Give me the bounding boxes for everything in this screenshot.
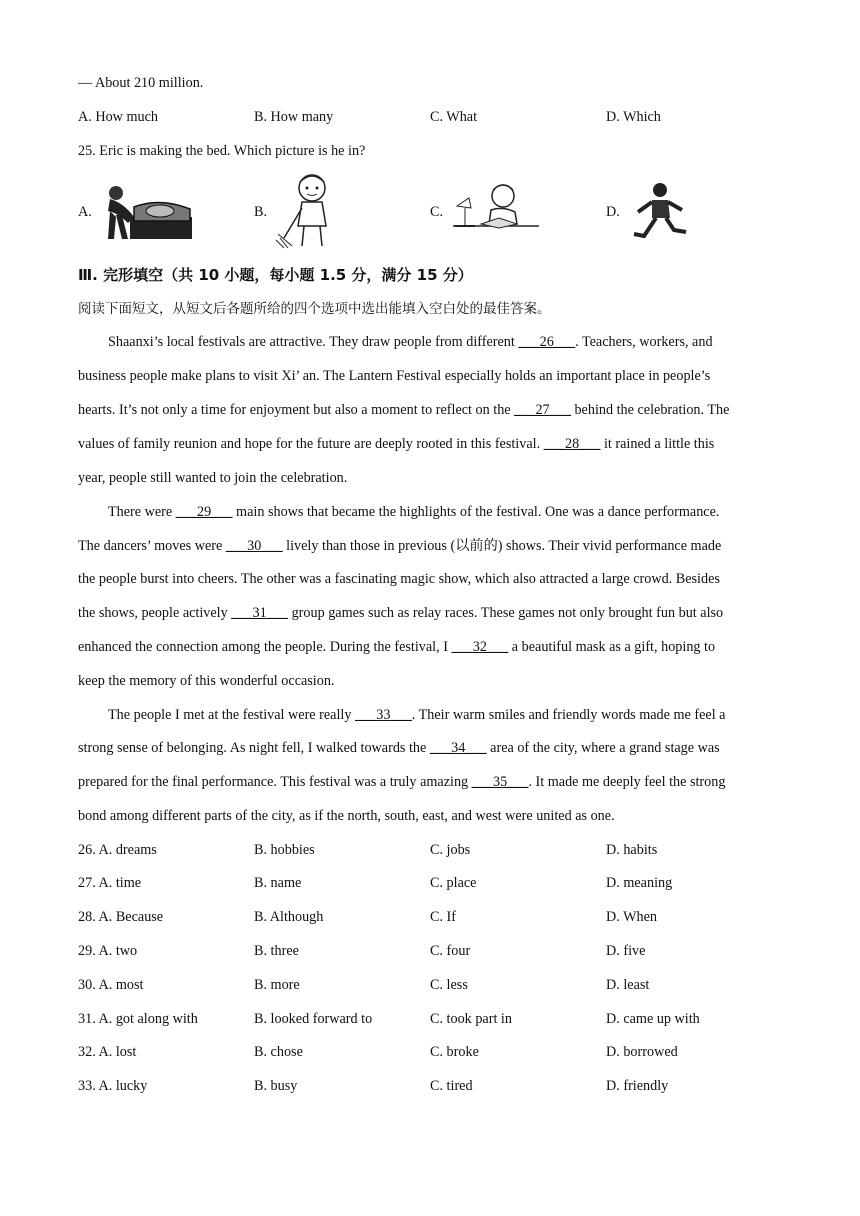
passage-line: values of family reunion and hope for the future are deeply rooted in this festival. ___28___ it rained a little this — [78, 436, 715, 452]
option-c[interactable]: C. place — [430, 875, 477, 891]
option-a[interactable]: 33. A. lucky — [78, 1078, 148, 1094]
option-row-24 — [78, 107, 778, 127]
option-a[interactable]: 26. A. dreams — [78, 842, 157, 858]
option-c[interactable]: C. What — [430, 109, 478, 125]
option-a[interactable]: 27. A. time — [78, 875, 142, 891]
option-c[interactable]: C. less — [430, 977, 468, 993]
option-b[interactable]: B. name — [254, 875, 302, 891]
option-d[interactable]: D. borrowed — [606, 1044, 678, 1060]
passage-line: hearts. It’s not only a time for enjoyment but also a moment to reflect on the ___27___ behind the celebration. The — [78, 402, 730, 418]
blank-35[interactable]: ___35___ — [471, 774, 529, 790]
passage-line: the people burst into cheers. The other was a fascinating magic show, which also attracted a large crowd. Besides — [78, 571, 720, 587]
option-b[interactable]: B. looked forward to — [254, 1011, 373, 1027]
picture-c-studying-icon[interactable] — [451, 178, 541, 244]
option-b[interactable]: B. three — [254, 943, 299, 959]
option-b[interactable]: B. chose — [254, 1044, 303, 1060]
picture-b-sweeping-icon[interactable] — [274, 168, 350, 252]
option-b[interactable]: B. Although — [254, 909, 324, 925]
option-a[interactable]: 28. A. Because — [78, 909, 164, 925]
picture-label-c: C. — [430, 204, 444, 220]
option-a[interactable]: 32. A. lost — [78, 1044, 137, 1060]
passage-line: The dancers’ moves were ___30___ lively than those in previous (以前的) shows. Their vivid performance made — [78, 538, 722, 554]
option-c[interactable]: C. four — [430, 943, 471, 959]
blank-34[interactable]: ___34___ — [429, 740, 487, 756]
passage-line: prepared for the final performance. This festival was a truly amazing ___35___. It made me deeply feel the strong — [78, 774, 726, 790]
option-d[interactable]: D. When — [606, 909, 657, 925]
option-row-32 — [78, 1042, 778, 1062]
option-a[interactable]: 31. A. got along with — [78, 1011, 198, 1027]
passage-line: strong sense of belonging. As night fell, I walked towards the ___34___ area of the city, where a grand stage was — [78, 740, 720, 756]
passage-line: keep the memory of this wonderful occasion. — [78, 673, 335, 689]
option-c[interactable]: C. If — [430, 909, 457, 925]
option-c[interactable]: C. broke — [430, 1044, 479, 1060]
section-instruction: 阅读下面短文，从短文后各题所给的四个选项中选出能填入空白处的最佳答案。 — [78, 301, 551, 317]
option-d[interactable]: D. meaning — [606, 875, 673, 891]
picture-a-bed-icon[interactable] — [100, 177, 196, 245]
blank-29[interactable]: ___29___ — [175, 504, 233, 520]
picture-d-running-icon[interactable] — [628, 180, 690, 244]
picture-label-d: D. — [606, 204, 620, 220]
picture-label-b: B. — [254, 204, 268, 220]
option-c[interactable]: C. took part in — [430, 1011, 512, 1027]
option-a[interactable]: A. How much — [78, 109, 158, 125]
option-b[interactable]: B. more — [254, 977, 300, 993]
option-row-31 — [78, 1009, 778, 1029]
blank-31[interactable]: ___31___ — [231, 605, 289, 621]
option-b[interactable]: B. How many — [254, 109, 334, 125]
blank-33[interactable]: ___33___ — [355, 707, 412, 723]
option-row-26 — [78, 840, 778, 860]
passage-line: There were ___29___ main shows that became the highlights of the festival. One was a dance performance. — [108, 504, 720, 520]
option-row-27 — [78, 873, 778, 893]
blank-26[interactable]: ___26___ — [518, 334, 576, 350]
passage-line: The people I met at the festival were really ___33___. Their warm smiles and friendly words made me feel a — [108, 707, 726, 723]
passage-line: bond among different parts of the city, as if the north, south, east, and west were united as one. — [78, 808, 615, 824]
picture-label-a: A. — [78, 204, 92, 220]
option-a[interactable]: 30. A. most — [78, 977, 144, 993]
passage-line: the shows, people actively ___31___ group games such as relay races. These games not only brought fun but also — [78, 605, 724, 621]
blank-30[interactable]: ___30___ — [225, 538, 283, 554]
option-d[interactable]: D. least — [606, 977, 650, 993]
option-row-30 — [78, 975, 778, 995]
option-d[interactable]: D. came up with — [606, 1011, 700, 1027]
option-row-33 — [78, 1076, 778, 1096]
blank-27[interactable]: ___27___ — [514, 402, 571, 418]
option-d[interactable]: D. five — [606, 943, 646, 959]
option-d[interactable]: D. Which — [606, 109, 661, 125]
option-c[interactable]: C. jobs — [430, 842, 471, 858]
option-a[interactable]: 29. A. two — [78, 943, 138, 959]
option-d[interactable]: D. habits — [606, 842, 658, 858]
passage-line: business people make plans to visit Xi’ an. The Lantern Festival especially holds an important place in people’s — [78, 368, 711, 384]
passage-line: year, people still wanted to join the celebration. — [78, 470, 348, 486]
blank-28[interactable]: ___28___ — [543, 436, 601, 452]
passage-line: enhanced the connection among the people. During the festival, I ___32___ a beautiful mask as a gift, hoping to — [78, 639, 716, 655]
option-row-29 — [78, 941, 778, 961]
option-c[interactable]: C. tired — [430, 1078, 473, 1094]
question-25: 25. Eric is making the bed. Which picture is he in? — [78, 143, 366, 159]
option-b[interactable]: B. hobbies — [254, 842, 315, 858]
passage-line: Shaanxi’s local festivals are attractive. They draw people from different ___26___. Teachers, workers, and — [108, 334, 713, 350]
section-heading: Ⅲ. 完形填空（共 10 小题，每小题 1.5 分，满分 15 分） — [78, 266, 473, 284]
option-d[interactable]: D. friendly — [606, 1078, 669, 1094]
answer-line: — About 210 million. — [78, 75, 204, 91]
blank-32[interactable]: ___32___ — [451, 639, 509, 655]
option-row-28 — [78, 907, 778, 927]
option-b[interactable]: B. busy — [254, 1078, 298, 1094]
